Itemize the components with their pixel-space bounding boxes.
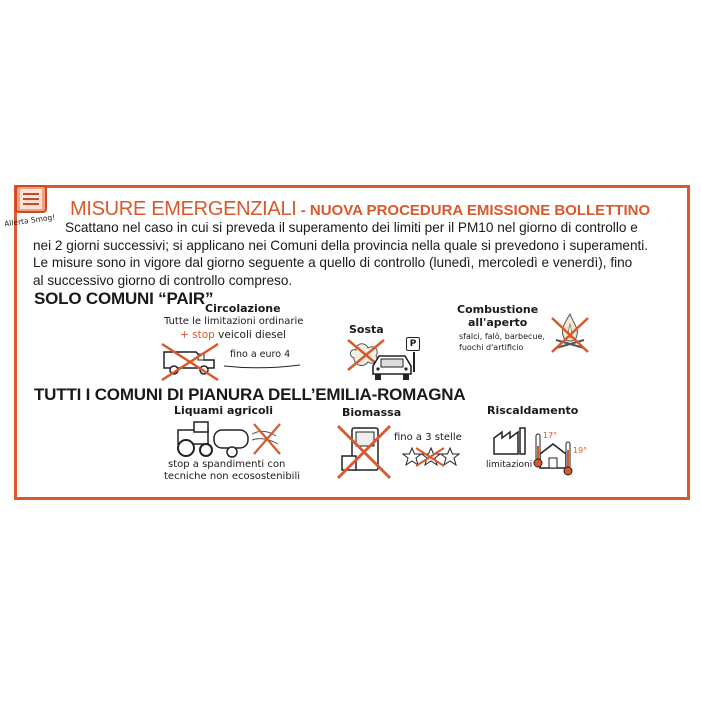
circolazione-title: Circolazione [205,302,281,315]
section-heading-all: TUTTI I COMUNI DI PIANURA DELL’EMILIA-ROMAGNA [34,385,466,404]
temp-label-19: 19° [573,446,588,455]
parking-letter: P [409,339,417,349]
combustione-line1: sfalci, falò, barbecue, [459,332,545,341]
liquami-line1: stop a spandimenti con [168,459,286,470]
circolazione-rest: veicoli diesel [214,329,287,341]
circolazione-line1: Tutte le limitazioni ordinarie [164,316,304,327]
title-sub: - NUOVA PROCEDURA EMISSIONE BOLLETTINO [296,202,651,219]
title-main: MISURE EMERGENZIALI [70,198,297,220]
campfire-crossed-icon [548,308,592,358]
limitazioni-label: limitazioni [486,460,533,470]
parking-sign-icon [406,337,420,351]
temp-label-17: 17° [543,431,558,440]
combustione-title1: Combustione [457,303,539,316]
factory-icon [492,426,528,456]
page-title [70,198,650,221]
combustione-title2: all'aperto [468,316,528,329]
sosta-title: Sosta [349,323,384,336]
stars-crossed-icon [402,446,460,468]
stop-word: stop [192,329,215,341]
intro-line: al successivo giorno di controllo compreso. [33,272,293,288]
intro-line: Scattano nel caso in cui si preveda il superamento dei limiti per il PM10 nel giorno di controllo e [65,220,638,235]
parked-car-icon [367,348,417,384]
stelle-label: fino a 3 stelle [394,432,462,443]
underline-stroke [222,362,302,370]
logo-tagline: Allerta Smog! [3,212,56,229]
intro-line: nei 2 giorni successivi; si applicano nei Comuni della provincia nella quale si prevedono i superamenti. [33,237,649,253]
plus-sign: + [180,329,193,341]
liquami-title: Liquami agricoli [174,404,274,417]
combustione-line2: fuochi d'artificio [459,343,524,352]
parking-sign-pole [413,352,415,372]
intro-paragraph [33,219,688,289]
liquami-line2: tecniche non ecosostenibili [164,471,301,482]
section-heading-pair: SOLO COMUNI “PAIR” [34,289,214,308]
intro-line: Le misure sono in vigore dal giorno seguente a quello di controllo (lunedì, mercoledì e venerdì), fino [33,255,633,270]
diesel-van-crossed-icon [156,340,226,382]
biomassa-title: Biomassa [342,406,402,419]
tractor-crossed-icon [172,418,284,462]
euro-label: fino a euro 4 [230,349,291,360]
riscaldamento-title: Riscaldamento [487,404,579,417]
stove-crossed-icon [334,422,394,482]
